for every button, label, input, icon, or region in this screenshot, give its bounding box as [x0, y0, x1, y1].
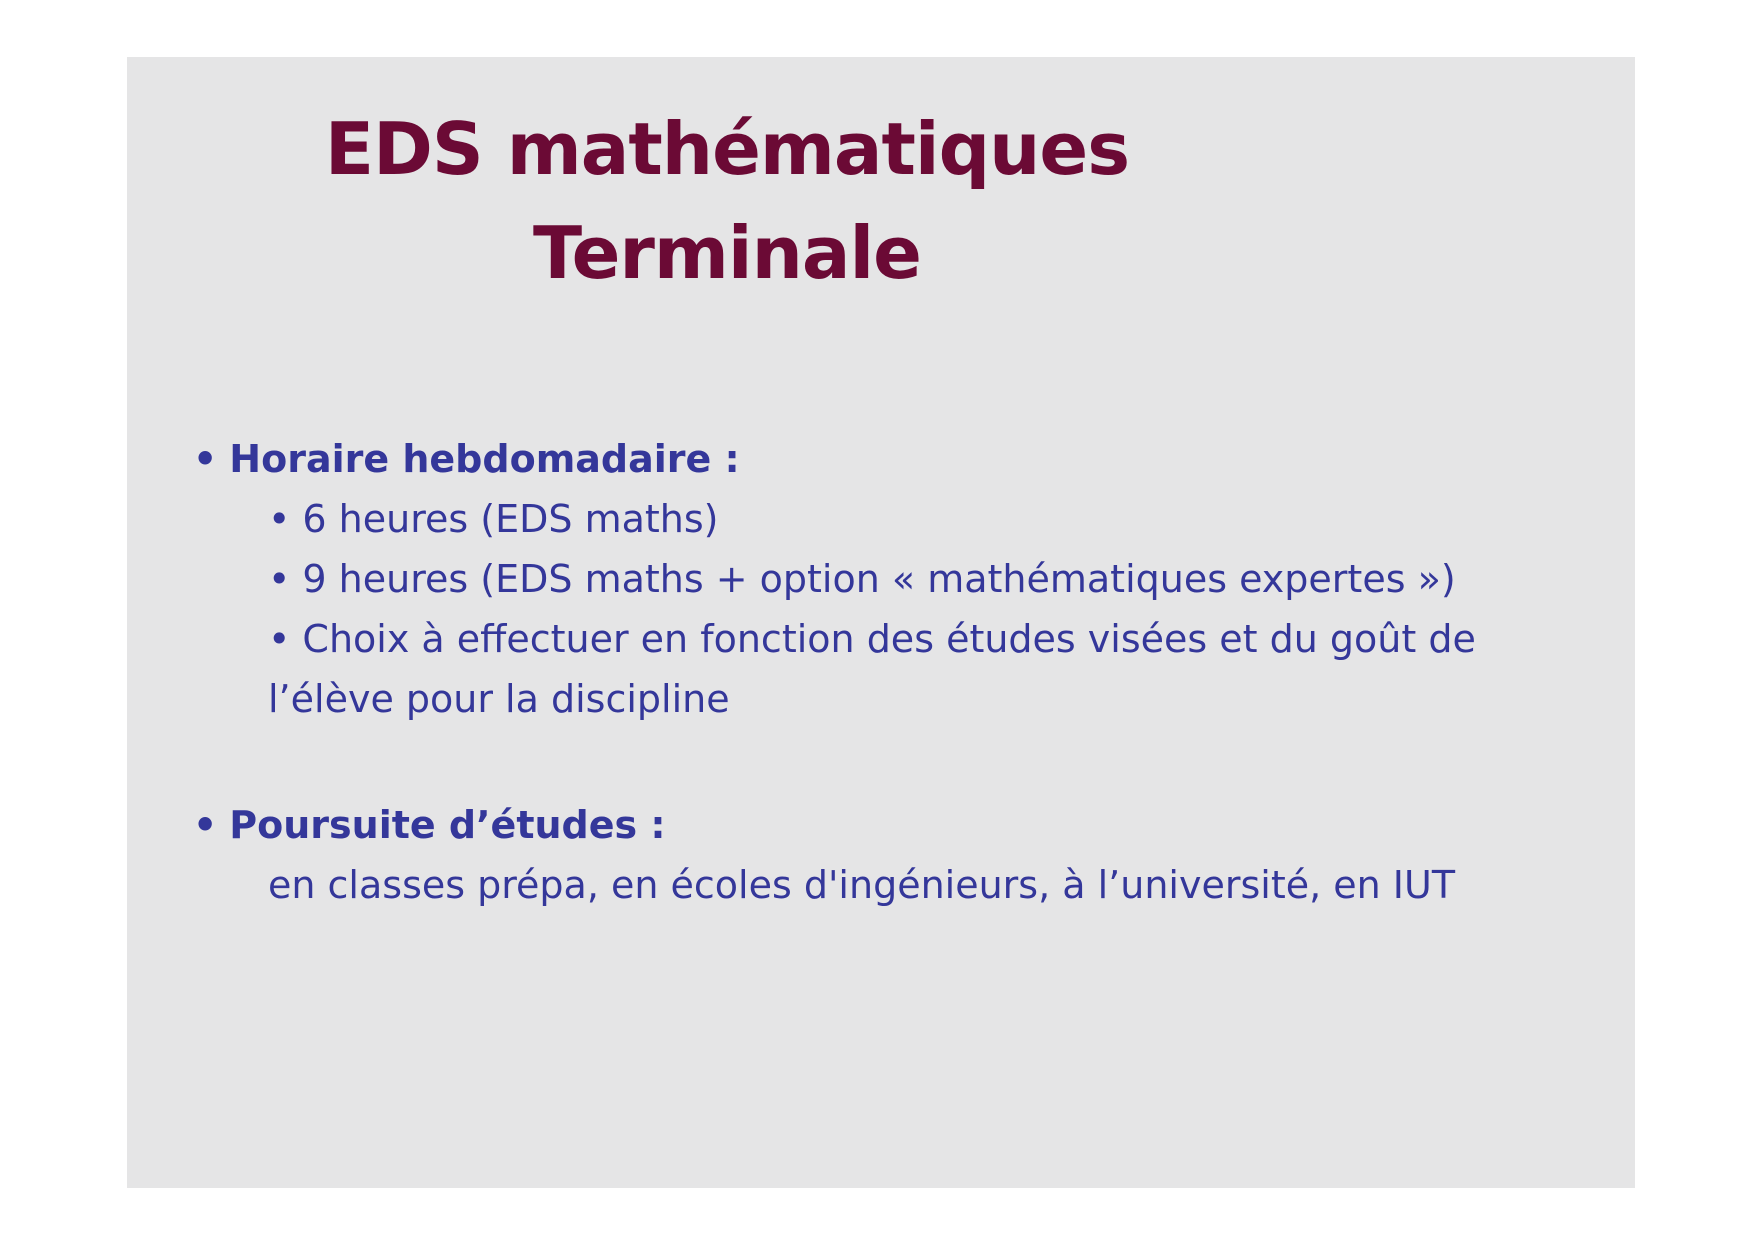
- list-item-text: 9 heures (EDS maths + option « mathématiques expertes »): [302, 557, 1456, 601]
- list-item: [193, 855, 1613, 915]
- list-item: [193, 489, 1613, 549]
- section-heading-poursuite: [193, 795, 1613, 855]
- slide-content: [193, 429, 1613, 915]
- list-item-text: en classes prépa, en écoles d'ingénieurs, à l’université, en IUT: [268, 863, 1456, 907]
- bullet: •: [268, 617, 291, 661]
- spacer: [193, 729, 1613, 795]
- list-item-text: l’élève pour la discipline: [268, 677, 730, 721]
- bullet: •: [268, 497, 291, 541]
- list-item-text: 6 heures (EDS maths): [302, 497, 719, 541]
- heading-text: Poursuite d’études :: [229, 803, 666, 847]
- bullet: •: [193, 803, 218, 847]
- title-line-1: EDS mathématiques: [324, 107, 1130, 191]
- section-heading-horaire: [193, 429, 1613, 489]
- list-item-text: Choix à effectuer en fonction des études visées et du goût de: [302, 617, 1476, 661]
- slide: [127, 57, 1635, 1188]
- list-item-continuation: [193, 669, 1613, 729]
- title-line-2: Terminale: [533, 211, 921, 295]
- bullet: •: [268, 557, 291, 601]
- list-item: [193, 609, 1613, 669]
- slide-title: [127, 97, 1327, 305]
- list-item: [193, 549, 1613, 609]
- bullet: •: [193, 437, 218, 481]
- heading-text: Horaire hebdomadaire :: [229, 437, 740, 481]
